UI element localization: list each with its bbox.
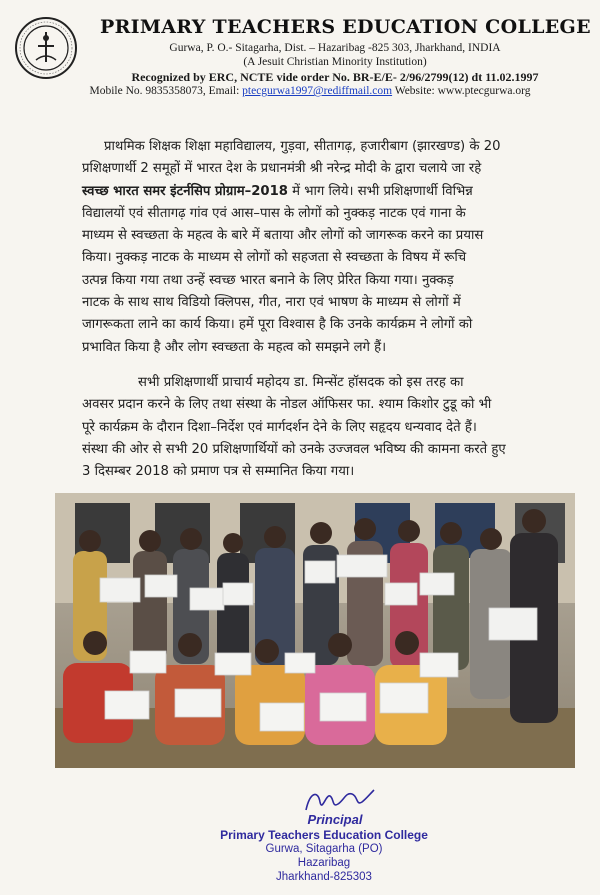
institution-type: (A Jesuit Christian Minority Institution) (243, 56, 427, 68)
p2-line-3: पूरे कार्यक्रम के दौरान दिशा–निर्देश एवं मार्गदर्शन देने के लिए सहृदय धन्यवाद देते हैं। (82, 419, 477, 435)
college-name: PRIMARY TEACHERS EDUCATION COLLEGE (100, 16, 591, 38)
recognition-line: Recognized by ERC, NCTE vide order No. BR-E/E- 2/96/2799(12) dt 11.02.1997 (131, 70, 539, 84)
stamp-state-pin: Jharkhand-825303 (276, 871, 372, 883)
p1-line-10: प्रभावित किया है और लोग स्वच्छता के महत्व को समझने लगे हैं। (82, 339, 387, 355)
p1-line-1: प्राथमिक शिक्षक शिक्षा महाविद्यालय, गुड़वा, सीतागढ़, हजारीबाग (झारखण्ड) के 20 (104, 139, 501, 154)
p1-line-2: प्रशिक्षणार्थी 2 समूहों में भारत देश के प्रधानमंत्री श्री नरेन्द्र मोदी के द्वारा चलाये जा रहे (82, 161, 482, 177)
stamp-district: Hazaribag (297, 857, 351, 869)
paragraph-2 (82, 372, 570, 483)
p1-line-5: माध्यम से स्वच्छता के महत्व के बारे में बताया और लोगों को जागरूक करने का प्रयास (82, 228, 484, 244)
p1-line-3 (82, 181, 570, 203)
stamp-principal-title: Principal (307, 812, 363, 827)
program-name: स्वच्छ भारत समर इंटर्नसिप प्रोग्राम–2018 (82, 183, 288, 199)
p1-line-4: विद्यालयों एवं सीतागढ़ गांव एवं आस–पास के लोगों को नुक्कड़ नाटक एवं गाना के (82, 205, 466, 221)
contact-line (40, 85, 580, 97)
p1-line-8: नाटक के साथ साथ विडियो क्लिपस, गीत, नारा एवं भाषण के माध्यम से लोगों में (82, 295, 461, 311)
college-seal-logo (14, 16, 78, 80)
group-photo (55, 493, 575, 768)
p2-line-5: 3 दिसम्बर 2018 को प्रमाण पत्र से सम्मानित किया गया। (82, 464, 355, 480)
email-link[interactable]: ptecgurwa1997@rediffmail.com (242, 85, 393, 97)
p2-line-4: संस्था की ओर से सभी 20 प्रशिक्षणार्थियों को उनके उज्जवल भविष्य की कामना करते हुए (82, 441, 506, 457)
p1-line-3-rest: में भाग लिये। सभी प्रशिक्षणार्थी विभिन्न (287, 183, 473, 199)
p2-line-2: अवसर प्रदान करने के लिए तथा संस्था के नोडल ऑफिसर फा. श्याम किशोर टुडू को भी (82, 397, 492, 413)
stamp-college-name: Primary Teachers Education College (220, 828, 428, 842)
p1-line-6: किया। नुक्कड़ नाटक के माध्यम से लोगों को सहजता से स्वच्छता के विषय में रूचि (82, 250, 467, 266)
p2-line-1: सभी प्रशिक्षणार्थी प्राचार्य महोदय डा. मिन्सेंट हॉसदक को इस तरह का (138, 375, 464, 390)
stamp-address-line: Gurwa, Sitagarha (PO) (265, 843, 383, 855)
college-address: Gurwa, P. O.- Sitagarha, Dist. – Hazaribag -825 303, Jharkhand, INDIA (169, 42, 501, 54)
p1-line-9: जागरूकता लाने का कार्य किया। हमें पूरा विश्वास है कि उनके कार्यक्रम ने लोगों को (82, 317, 473, 333)
paragraph-1 (82, 136, 570, 359)
mobile-label: Mobile No. 9835358073, Email: (89, 85, 243, 97)
p1-line-7: उत्पन्न किया गया तथा उन्हें स्वच्छ भारत बनाने के लिए प्रेरित किया गया। नुक्कड़ (82, 272, 454, 288)
website-label: Website: www.ptecgurwa.org (392, 85, 531, 97)
